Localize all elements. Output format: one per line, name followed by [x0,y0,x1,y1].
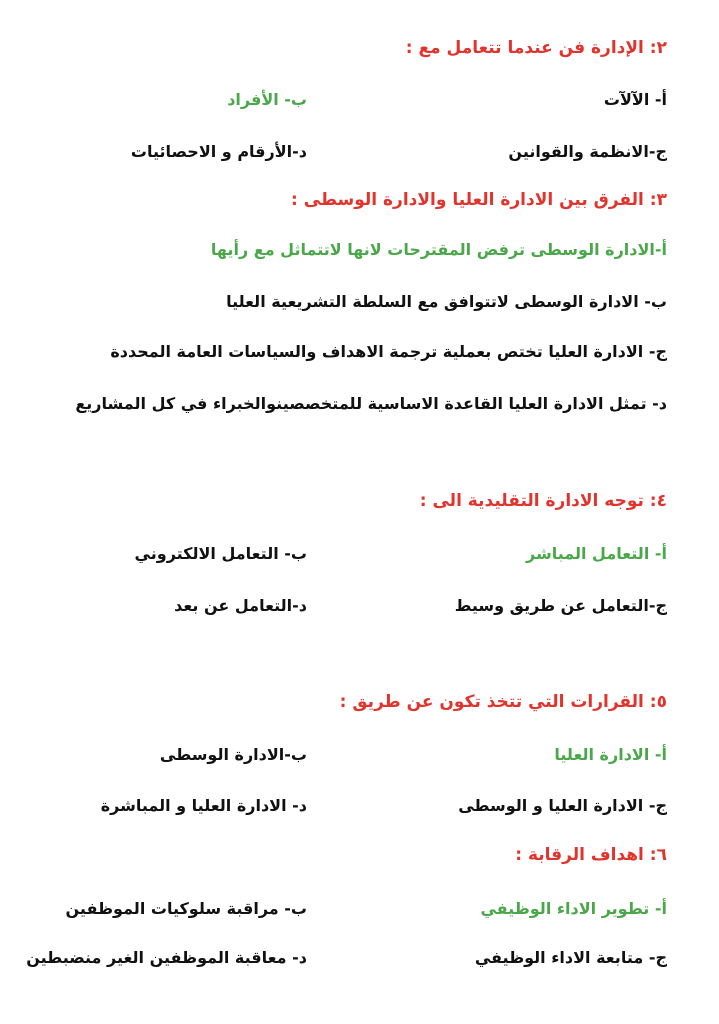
q5-option-c[interactable]: ج- الادارة العليا و الوسطى [458,796,667,815]
q2-option-a[interactable]: أ- الآلآت [603,90,667,109]
q6-option-b[interactable]: ب- مراقبة سلوكيات الموظفين [65,899,307,918]
question-4-title: ٤: توجه الادارة التقليدية الى : [419,491,667,511]
q6-option-a[interactable]: أ- تطوير الاداء الوظيفي [480,899,667,918]
question-2-title: ٢: الإدارة فن عندما تتعامل مع : [405,38,667,58]
q2-option-d[interactable]: د-الأرقام و الاحصائيات [130,142,307,161]
question-6-title: ٦: اهداف الرقابة : [515,845,667,865]
q4-option-b[interactable]: ب- التعامل الالكتروني [134,544,307,563]
q3-option-a[interactable]: أ-الادارة الوسطى ترفض المقترحات لانها لاتتماثل مع رأيها [210,240,667,259]
q2-option-b[interactable]: ب- الأفراد [227,90,307,109]
q5-option-a[interactable]: أ- الادارة العليا [554,745,667,764]
q3-option-c[interactable]: ج- الادارة العليا تختص بعملية ترجمة الاهداف والسياسات العامة المحددة [110,342,667,361]
q4-option-c[interactable]: ج-التعامل عن طريق وسيط [454,596,667,615]
q4-option-a[interactable]: أ- التعامل المباشر [526,544,667,563]
q5-option-d[interactable]: د- الادارة العليا و المباشرة [100,796,307,815]
question-5-title: ٥: القرارات التي تتخذ تكون عن طريق : [339,692,667,712]
q2-option-c[interactable]: ج-الانظمة والقوانين [508,142,667,161]
q6-option-c[interactable]: ج- متابعة الاداء الوظيفي [474,948,667,967]
q3-option-b[interactable]: ب- الادارة الوسطى لاتتوافق مع السلطة التشريعية العليا [226,292,667,311]
question-3-title: ٣: الفرق بين الادارة العليا والادارة الوسطى : [291,190,667,210]
q4-option-d[interactable]: د-التعامل عن بعد [174,596,307,615]
q3-option-d[interactable]: د- تمثل الادارة العليا القاعدة الاساسية للمتخصصينوالخبراء في كل المشاريع [75,394,667,413]
q6-option-d[interactable]: د- معاقبة الموظفين الغير منضبطين [26,948,307,967]
q5-option-b[interactable]: ب-الادارة الوسطى [159,745,307,764]
